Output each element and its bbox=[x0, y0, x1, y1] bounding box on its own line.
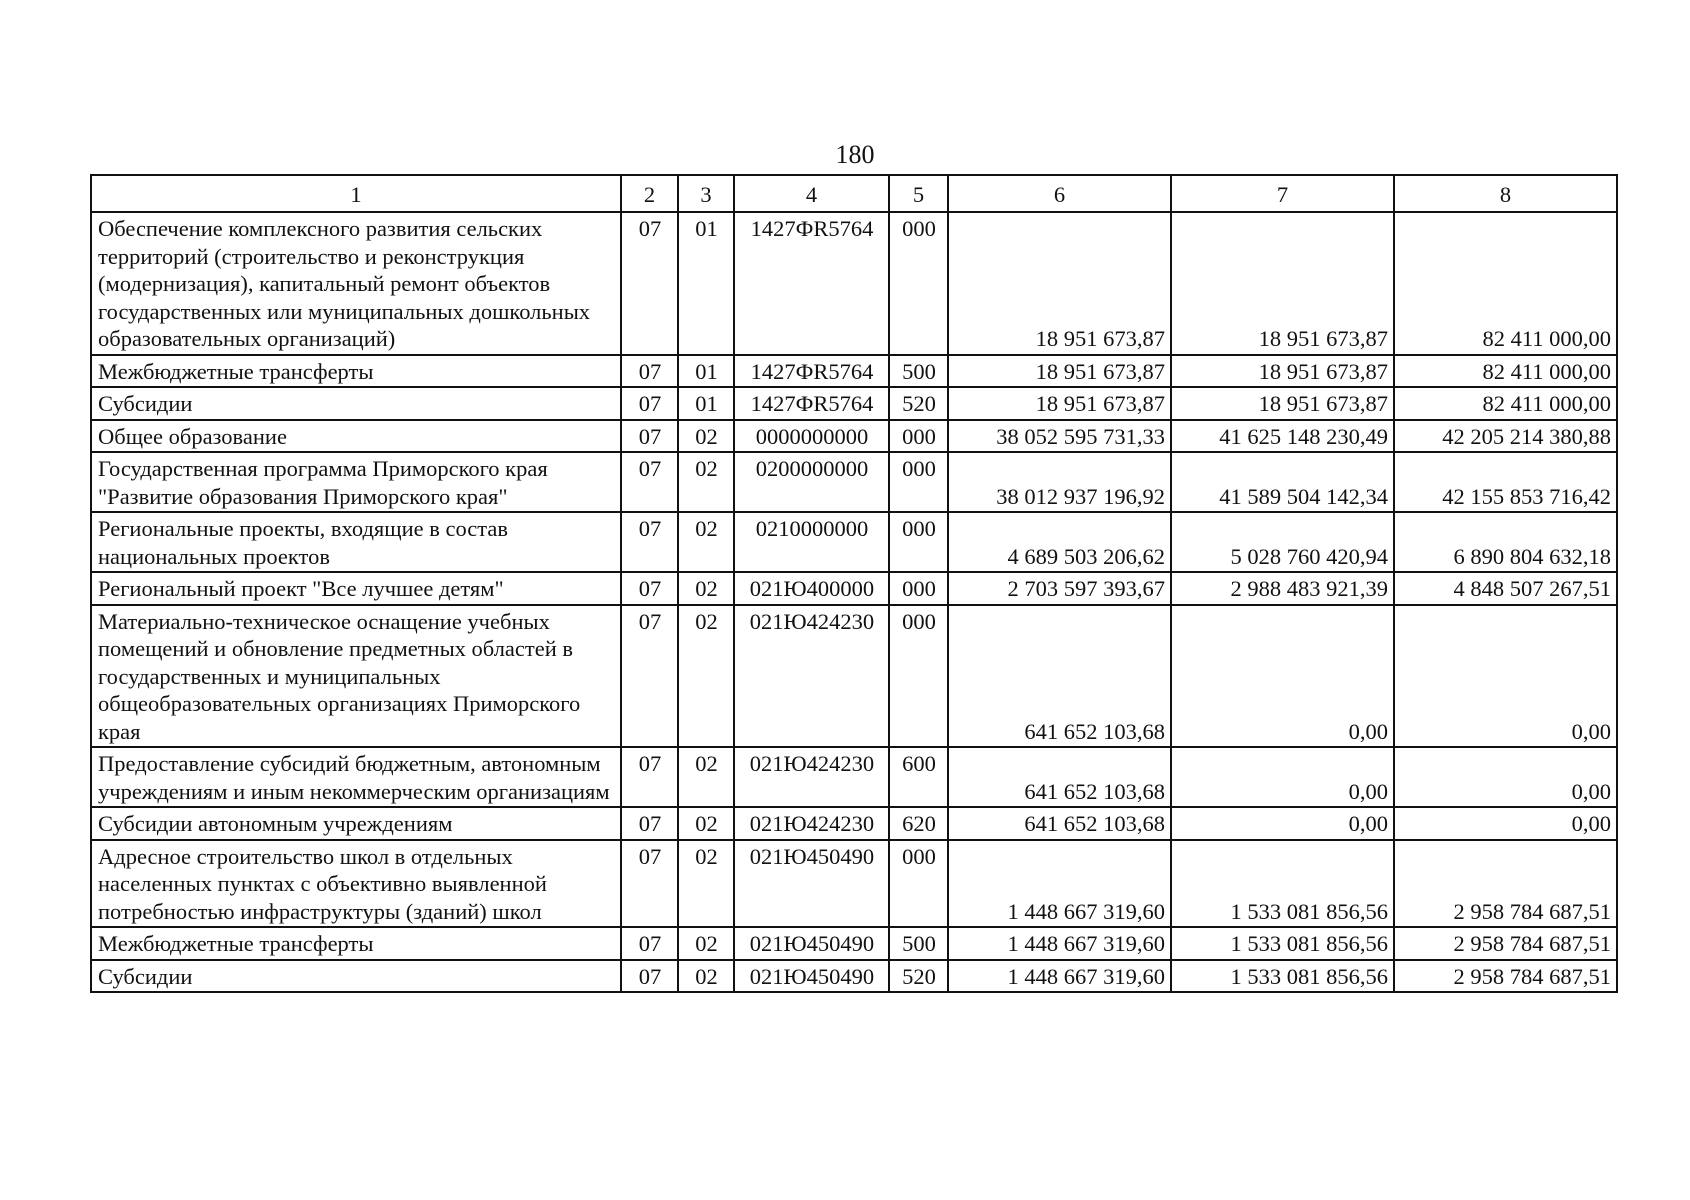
amount-col7-cell: 18 951 673,87 bbox=[1171, 212, 1394, 355]
amount-col7-cell: 2 988 483 921,39 bbox=[1171, 572, 1394, 605]
page-number: 180 bbox=[835, 140, 875, 169]
expense-type-cell: 000 bbox=[889, 452, 948, 512]
amount-col6-cell: 641 652 103,68 bbox=[948, 807, 1171, 840]
amount-col7-cell: 0,00 bbox=[1171, 605, 1394, 748]
amount-col7-cell: 41 625 148 230,49 bbox=[1171, 420, 1394, 453]
table-row bbox=[91, 807, 1617, 840]
target-article-cell: 021Ю424230 bbox=[734, 807, 889, 840]
section-code-cell: 07 bbox=[621, 927, 678, 960]
header-row bbox=[91, 175, 1617, 212]
expense-type-cell: 520 bbox=[889, 387, 948, 420]
target-article-cell: 021Ю424230 bbox=[734, 605, 889, 748]
expense-type-cell: 000 bbox=[889, 420, 948, 453]
amount-col7-cell: 1 533 081 856,56 bbox=[1171, 840, 1394, 928]
amount-col6-cell: 641 652 103,68 bbox=[948, 605, 1171, 748]
amount-col6-cell: 4 689 503 206,62 bbox=[948, 512, 1171, 572]
amount-col8-cell: 2 958 784 687,51 bbox=[1394, 960, 1617, 993]
item-name-cell: Региональные проекты, входящие в состав национальных проектов bbox=[91, 512, 621, 572]
target-article-cell: 021Ю424230 bbox=[734, 747, 889, 807]
amount-col8-cell: 4 848 507 267,51 bbox=[1394, 572, 1617, 605]
subsection-code-cell: 02 bbox=[678, 840, 734, 928]
table-row bbox=[91, 512, 1617, 572]
table-row bbox=[91, 927, 1617, 960]
amount-col8-cell: 42 155 853 716,42 bbox=[1394, 452, 1617, 512]
expense-type-cell: 500 bbox=[889, 927, 948, 960]
section-code-cell: 07 bbox=[621, 512, 678, 572]
subsection-code-cell: 02 bbox=[678, 605, 734, 748]
section-code-cell: 07 bbox=[621, 605, 678, 748]
expense-type-cell: 620 bbox=[889, 807, 948, 840]
target-article-cell: 021Ю450490 bbox=[734, 840, 889, 928]
section-code-cell: 07 bbox=[621, 747, 678, 807]
subsection-code-cell: 02 bbox=[678, 452, 734, 512]
target-article-cell: 021Ю450490 bbox=[734, 960, 889, 993]
subsection-code-cell: 02 bbox=[678, 960, 734, 993]
table-row bbox=[91, 452, 1617, 512]
amount-col7-cell: 1 533 081 856,56 bbox=[1171, 927, 1394, 960]
expense-type-cell: 000 bbox=[889, 212, 948, 355]
amount-col8-cell: 42 205 214 380,88 bbox=[1394, 420, 1617, 453]
amount-col8-cell: 2 958 784 687,51 bbox=[1394, 927, 1617, 960]
amount-col7-cell: 0,00 bbox=[1171, 747, 1394, 807]
amount-col8-cell: 82 411 000,00 bbox=[1394, 387, 1617, 420]
target-article-cell: 0000000000 bbox=[734, 420, 889, 453]
amount-col7-cell: 41 589 504 142,34 bbox=[1171, 452, 1394, 512]
item-name-cell: Субсидии автономным учреждениям bbox=[91, 807, 621, 840]
table-row bbox=[91, 747, 1617, 807]
header-cell-4: 4 bbox=[734, 175, 889, 212]
header-cell-2: 2 bbox=[621, 175, 678, 212]
section-code-cell: 07 bbox=[621, 212, 678, 355]
subsection-code-cell: 02 bbox=[678, 572, 734, 605]
amount-col8-cell: 0,00 bbox=[1394, 807, 1617, 840]
amount-col7-cell: 0,00 bbox=[1171, 807, 1394, 840]
subsection-code-cell: 02 bbox=[678, 747, 734, 807]
item-name-cell: Субсидии bbox=[91, 960, 621, 993]
amount-col8-cell: 82 411 000,00 bbox=[1394, 212, 1617, 355]
section-code-cell: 07 bbox=[621, 572, 678, 605]
target-article-cell: 021Ю450490 bbox=[734, 927, 889, 960]
item-name-cell: Адресное строительство школ в отдельных населенных пунктах с объективно выявленной потребностью инфраструктуры (зданий) школ bbox=[91, 840, 621, 928]
item-name-cell: Государственная программа Приморского края "Развитие образования Приморского края" bbox=[91, 452, 621, 512]
table-row bbox=[91, 387, 1617, 420]
subsection-code-cell: 01 bbox=[678, 355, 734, 388]
section-code-cell: 07 bbox=[621, 840, 678, 928]
expense-type-cell: 520 bbox=[889, 960, 948, 993]
section-code-cell: 07 bbox=[621, 387, 678, 420]
subsection-code-cell: 02 bbox=[678, 420, 734, 453]
subsection-code-cell: 01 bbox=[678, 387, 734, 420]
header-cell-8: 8 bbox=[1394, 175, 1617, 212]
item-name-cell: Предоставление субсидий бюджетным, автономным учреждениям и иным некоммерческим организациям bbox=[91, 747, 621, 807]
budget-table bbox=[90, 174, 1618, 993]
section-code-cell: 07 bbox=[621, 420, 678, 453]
target-article-cell: 0210000000 bbox=[734, 512, 889, 572]
table-row bbox=[91, 840, 1617, 928]
header-cell-1: 1 bbox=[91, 175, 621, 212]
expense-type-cell: 000 bbox=[889, 512, 948, 572]
section-code-cell: 07 bbox=[621, 355, 678, 388]
item-name-cell: Общее образование bbox=[91, 420, 621, 453]
subsection-code-cell: 01 bbox=[678, 212, 734, 355]
item-name-cell: Межбюджетные трансферты bbox=[91, 927, 621, 960]
expense-type-cell: 000 bbox=[889, 605, 948, 748]
section-code-cell: 07 bbox=[621, 452, 678, 512]
amount-col8-cell: 0,00 bbox=[1394, 747, 1617, 807]
target-article-cell: 1427ФR5764 bbox=[734, 212, 889, 355]
subsection-code-cell: 02 bbox=[678, 512, 734, 572]
table-row bbox=[91, 605, 1617, 748]
amount-col6-cell: 1 448 667 319,60 bbox=[948, 960, 1171, 993]
expense-type-cell: 500 bbox=[889, 355, 948, 388]
amount-col7-cell: 1 533 081 856,56 bbox=[1171, 960, 1394, 993]
amount-col6-cell: 18 951 673,87 bbox=[948, 212, 1171, 355]
table-header bbox=[91, 175, 1617, 212]
amount-col7-cell: 18 951 673,87 bbox=[1171, 387, 1394, 420]
header-cell-3: 3 bbox=[678, 175, 734, 212]
header-cell-5: 5 bbox=[889, 175, 948, 212]
item-name-cell: Субсидии bbox=[91, 387, 621, 420]
amount-col6-cell: 18 951 673,87 bbox=[948, 355, 1171, 388]
expense-type-cell: 000 bbox=[889, 572, 948, 605]
amount-col8-cell: 2 958 784 687,51 bbox=[1394, 840, 1617, 928]
section-code-cell: 07 bbox=[621, 960, 678, 993]
amount-col7-cell: 18 951 673,87 bbox=[1171, 355, 1394, 388]
amount-col6-cell: 1 448 667 319,60 bbox=[948, 927, 1171, 960]
table-row bbox=[91, 355, 1617, 388]
amount-col6-cell: 2 703 597 393,67 bbox=[948, 572, 1171, 605]
amount-col6-cell: 641 652 103,68 bbox=[948, 747, 1171, 807]
amount-col8-cell: 6 890 804 632,18 bbox=[1394, 512, 1617, 572]
expense-type-cell: 600 bbox=[889, 747, 948, 807]
amount-col6-cell: 18 951 673,87 bbox=[948, 387, 1171, 420]
table-row bbox=[91, 212, 1617, 355]
table-row bbox=[91, 572, 1617, 605]
table-body bbox=[91, 212, 1617, 992]
target-article-cell: 0200000000 bbox=[734, 452, 889, 512]
item-name-cell: Межбюджетные трансферты bbox=[91, 355, 621, 388]
target-article-cell: 1427ФR5764 bbox=[734, 355, 889, 388]
item-name-cell: Материально-техническое оснащение учебных помещений и обновление предметных областей в государственных и муниципальных общеобразовательных организациях Приморского края bbox=[91, 605, 621, 748]
header-cell-6: 6 bbox=[948, 175, 1171, 212]
table-row bbox=[91, 960, 1617, 993]
amount-col8-cell: 0,00 bbox=[1394, 605, 1617, 748]
item-name-cell: Обеспечение комплексного развития сельских территорий (строительство и реконструкция (модернизация), капитальный ремонт объектов государственных или муниципальных дошкольных образовательных организаций) bbox=[91, 212, 621, 355]
amount-col6-cell: 1 448 667 319,60 bbox=[948, 840, 1171, 928]
amount-col6-cell: 38 012 937 196,92 bbox=[948, 452, 1171, 512]
target-article-cell: 1427ФR5764 bbox=[734, 387, 889, 420]
header-cell-7: 7 bbox=[1171, 175, 1394, 212]
item-name-cell: Региональный проект "Все лучшее детям" bbox=[91, 572, 621, 605]
subsection-code-cell: 02 bbox=[678, 927, 734, 960]
expense-type-cell: 000 bbox=[889, 840, 948, 928]
amount-col7-cell: 5 028 760 420,94 bbox=[1171, 512, 1394, 572]
section-code-cell: 07 bbox=[621, 807, 678, 840]
target-article-cell: 021Ю400000 bbox=[734, 572, 889, 605]
amount-col8-cell: 82 411 000,00 bbox=[1394, 355, 1617, 388]
table-row bbox=[91, 420, 1617, 453]
amount-col6-cell: 38 052 595 731,33 bbox=[948, 420, 1171, 453]
subsection-code-cell: 02 bbox=[678, 807, 734, 840]
